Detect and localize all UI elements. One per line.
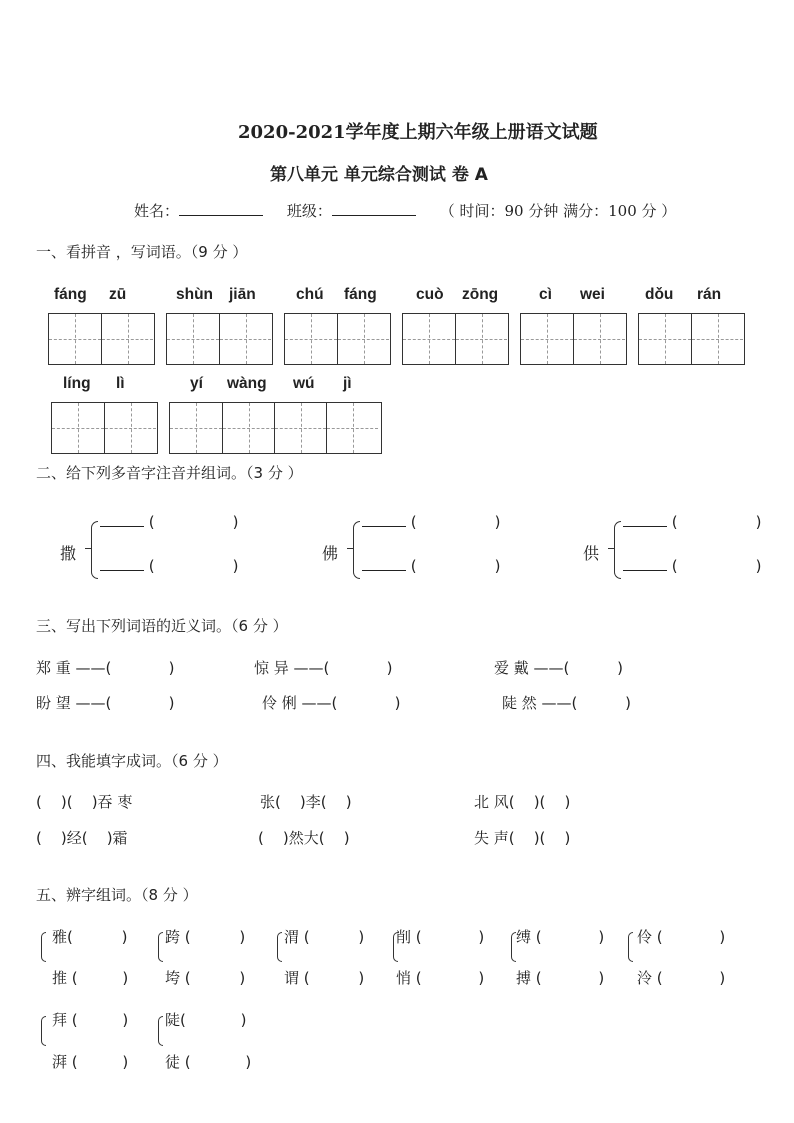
pair-5-b[interactable]: 搏 ( ): [516, 969, 605, 987]
section-3-heading: 三、写出下列词语的近义词。（6 分 ）: [36, 617, 288, 635]
pinyin-2b: jiān: [229, 286, 256, 303]
pair-1-a[interactable]: 雅( ): [52, 928, 128, 946]
polyphone-char-3: 供: [583, 544, 600, 563]
pair-3-a[interactable]: 渭 ( ): [284, 928, 365, 946]
pinyin-1a: fáng: [54, 286, 87, 303]
pinyin-4b: zōng: [462, 286, 499, 303]
pinyin-3b: fáng: [344, 286, 377, 303]
char-grid-1[interactable]: [48, 313, 155, 365]
pinyin-6b: rán: [697, 286, 722, 303]
section-2-heading: 二、给下列多音字注音并组词。（3 分 ）: [36, 464, 303, 482]
pinyin-1b: zū: [109, 286, 127, 303]
polyphone-char-2: 佛: [322, 544, 339, 563]
polyphone-2-b[interactable]: ( ): [362, 557, 501, 575]
polyphone-1-a[interactable]: ( ): [100, 513, 239, 531]
brace-2: [353, 521, 360, 579]
pinyin-7a: líng: [63, 375, 91, 392]
idiom-item[interactable]: 北 风( )( ): [474, 793, 571, 811]
pinyin-3a: chú: [296, 286, 324, 303]
char-grid-2[interactable]: [166, 313, 273, 365]
pair-6-a[interactable]: 伶 ( ): [637, 928, 726, 946]
synonym-item[interactable]: 盼 望 ——( ): [36, 694, 175, 712]
pinyin-8b: wàng: [227, 375, 267, 392]
exam-meta: （ 时间：90 分钟 满分：100 分 ）: [439, 202, 677, 220]
pinyin-8a: yí: [190, 375, 203, 392]
brace-1: [91, 521, 98, 579]
pair-brace-2: [158, 932, 163, 962]
synonym-item[interactable]: 惊 异 ——( ): [254, 659, 393, 677]
synonym-item[interactable]: 郑 重 ——( ): [36, 659, 175, 677]
info-row: [134, 200, 676, 221]
pair-brace-7: [41, 1016, 46, 1046]
name-field[interactable]: [179, 201, 263, 216]
class-field[interactable]: [332, 201, 416, 216]
pair-8-b[interactable]: 徒 ( ): [165, 1053, 252, 1071]
pair-7-b[interactable]: 湃 ( ): [52, 1053, 129, 1071]
synonym-item[interactable]: 陡 然 ——( ): [502, 694, 631, 712]
char-grid-8[interactable]: [169, 402, 382, 454]
name-label: 姓名：: [134, 202, 180, 220]
pair-3-b[interactable]: 谓 ( ): [284, 969, 365, 987]
page-subtitle: 第八单元 单元综合测试 卷 A: [270, 165, 488, 185]
pair-6-b[interactable]: 泠 ( ): [637, 969, 726, 987]
pair-brace-1: [41, 932, 46, 962]
idiom-item[interactable]: ( )然大( ): [258, 829, 350, 847]
pair-2-a[interactable]: 跨 ( ): [165, 928, 246, 946]
section-1-heading: 一、看拼音 ，写词语。（9 分 ）: [36, 243, 248, 261]
section-5-heading: 五、辨字组词。（8 分 ）: [36, 886, 198, 904]
pair-8-a[interactable]: 陡( ): [165, 1011, 247, 1029]
idiom-item[interactable]: ( )经( )霜: [36, 829, 128, 847]
pair-4-b[interactable]: 悄 ( ): [396, 969, 485, 987]
brace-3: [614, 521, 621, 579]
pair-brace-3: [277, 932, 282, 962]
pinyin-8d: jì: [343, 375, 352, 392]
pinyin-6a: dǒu: [645, 286, 674, 303]
pinyin-7b: lì: [116, 375, 125, 392]
pair-1-b[interactable]: 推 ( ): [52, 969, 129, 987]
synonym-item[interactable]: 伶 俐 ——( ): [262, 694, 401, 712]
pinyin-4a: cuò: [416, 286, 444, 303]
pair-2-b[interactable]: 垮 ( ): [165, 969, 246, 987]
pinyin-5b: wei: [580, 286, 605, 303]
pair-4-a[interactable]: 削 ( ): [396, 928, 485, 946]
pair-7-a[interactable]: 拜 ( ): [52, 1011, 129, 1029]
page-title: 2020-2021学年度上期六年级上册语文试题: [238, 122, 598, 143]
class-label: 班级：: [286, 202, 332, 220]
synonym-item[interactable]: 爱 戴 ——( ): [494, 659, 623, 677]
pair-5-a[interactable]: 缚 ( ): [516, 928, 605, 946]
polyphone-3-a[interactable]: ( ): [623, 513, 762, 531]
char-grid-4[interactable]: [402, 313, 509, 365]
pinyin-5a: cì: [539, 286, 552, 303]
polyphone-2-a[interactable]: ( ): [362, 513, 501, 531]
idiom-item[interactable]: 张( )李( ): [260, 793, 352, 811]
char-grid-7[interactable]: [51, 402, 158, 454]
char-grid-5[interactable]: [520, 313, 627, 365]
idiom-item[interactable]: ( )( )吞 枣: [36, 793, 133, 811]
polyphone-1-b[interactable]: ( ): [100, 557, 239, 575]
polyphone-char-1: 撒: [60, 544, 77, 563]
pair-brace-6: [628, 932, 633, 962]
pinyin-2a: shùn: [176, 286, 214, 303]
idiom-item[interactable]: 失 声( )( ): [474, 829, 571, 847]
pinyin-8c: wú: [293, 375, 315, 392]
char-grid-6[interactable]: [638, 313, 745, 365]
polyphone-3-b[interactable]: ( ): [623, 557, 762, 575]
pair-brace-8: [158, 1016, 163, 1046]
char-grid-3[interactable]: [284, 313, 391, 365]
section-4-heading: 四、我能填字成词。（6 分 ）: [36, 752, 228, 770]
